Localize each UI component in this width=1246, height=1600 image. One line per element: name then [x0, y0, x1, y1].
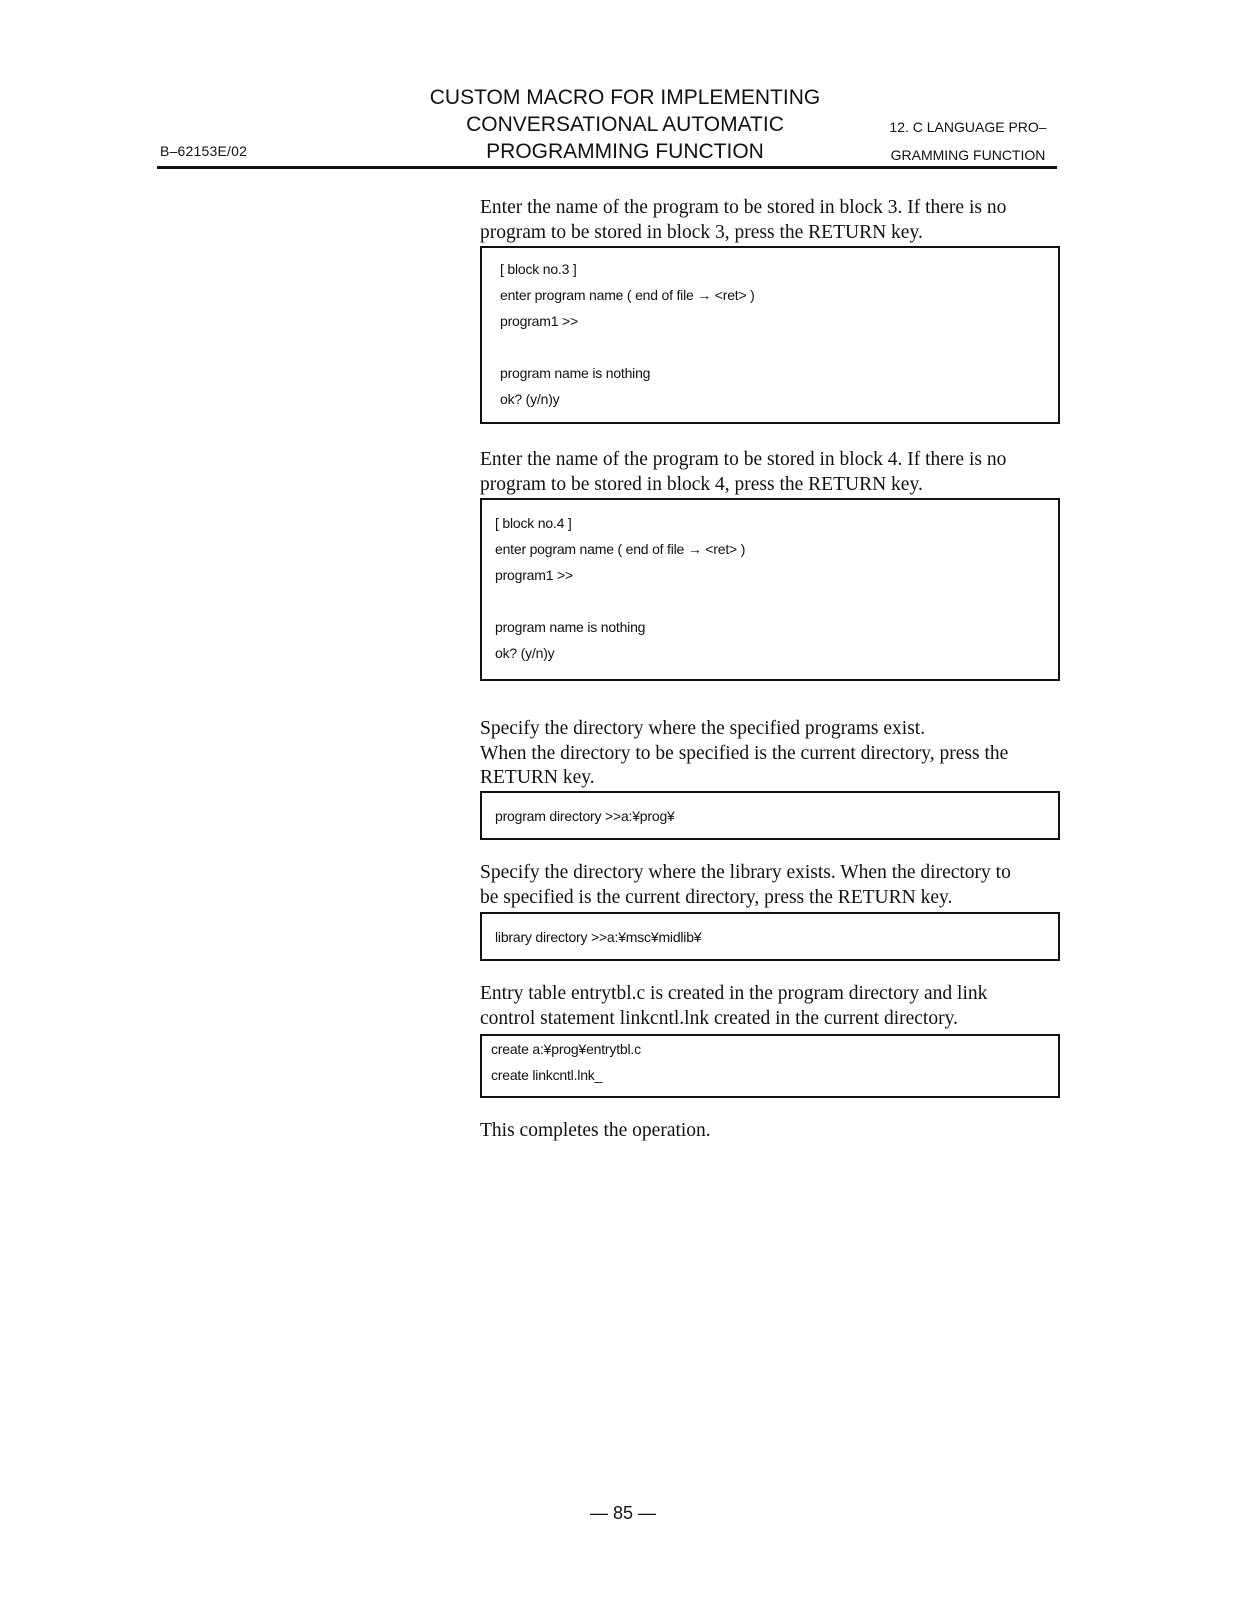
- paragraph-line: be specified is the current directory, press the RETURN key.: [480, 886, 953, 908]
- screen-output-box: [480, 912, 1060, 961]
- instruction-paragraph: [480, 717, 1070, 791]
- screen-line: [495, 588, 1058, 614]
- instruction-paragraph: [480, 448, 1070, 497]
- paragraph-line: RETURN key.: [480, 767, 595, 788]
- screen-output-box: [480, 791, 1060, 840]
- paragraph-line: Entry table entrytbl.c is created in the program directory and link: [480, 983, 988, 1004]
- chapter-title-line: 12. C LANGUAGE PRO–: [889, 119, 1047, 135]
- paragraph-line: program to be stored in block 3, press the RETURN key.: [480, 221, 923, 243]
- screen-line: [ block no.4 ]: [495, 515, 572, 531]
- instruction-paragraph: [480, 196, 1070, 245]
- screen-line: program name is nothing: [495, 619, 646, 635]
- closing-paragraph: This completes the operation.: [480, 1120, 711, 1141]
- screen-line: program directory >>a:¥prog¥: [495, 808, 675, 824]
- screen-output-box: [480, 498, 1060, 681]
- screen-line: program1 >>: [495, 567, 573, 583]
- screen-line: create a:¥prog¥entrytbl.c: [491, 1041, 641, 1057]
- chapter-title: [870, 113, 1066, 169]
- screen-line: library directory >>a:¥msc¥midlib¥: [495, 929, 702, 945]
- screen-line: ok? (y/n)y: [495, 645, 555, 661]
- screen-output-box: [480, 246, 1060, 424]
- paragraph-line: When the directory to be specified is the current directory, press the: [480, 742, 1009, 764]
- running-title-line: PROGRAMMING FUNCTION: [486, 140, 764, 163]
- running-title: [425, 84, 825, 165]
- paragraph-line: Enter the name of the program to be stored in block 3. If there is no: [480, 197, 1007, 218]
- paragraph-line: Specify the directory where the library exists. When the directory to: [480, 862, 1011, 883]
- instruction-paragraph: [480, 982, 1070, 1031]
- screen-line: create linkcntl.lnk_: [491, 1067, 603, 1083]
- screen-line: ok? (y/n)y: [500, 391, 560, 407]
- running-title-line: CUSTOM MACRO FOR IMPLEMENTING: [429, 86, 821, 109]
- running-title-line: CONVERSATIONAL AUTOMATIC: [466, 113, 784, 136]
- screen-output-box: [480, 1034, 1060, 1098]
- paragraph-line: control statement linkcntl.lnk created in the current directory.: [480, 1007, 958, 1029]
- screen-line: program1 >>: [500, 313, 578, 329]
- paragraph-line: Specify the directory where the specified programs exist.: [480, 718, 926, 739]
- screen-line: [500, 334, 1058, 360]
- screen-line: enter program name ( end of file → <ret> ): [500, 287, 755, 303]
- screen-line: enter pogram name ( end of file → <ret> ): [495, 541, 746, 557]
- header-divider: [157, 166, 1057, 169]
- instruction-paragraph: [480, 861, 1070, 910]
- paragraph-line: Enter the name of the program to be stored in block 4. If there is no: [480, 449, 1007, 470]
- chapter-title-line: GRAMMING FUNCTION: [890, 147, 1046, 163]
- page-number: — 85 —: [589, 1503, 657, 1523]
- screen-line: [ block no.3 ]: [500, 261, 577, 277]
- screen-line: program name is nothing: [500, 365, 651, 381]
- paragraph-line: program to be stored in block 4, press the RETURN key.: [480, 473, 923, 495]
- document-id: B–62153E/02: [160, 143, 248, 159]
